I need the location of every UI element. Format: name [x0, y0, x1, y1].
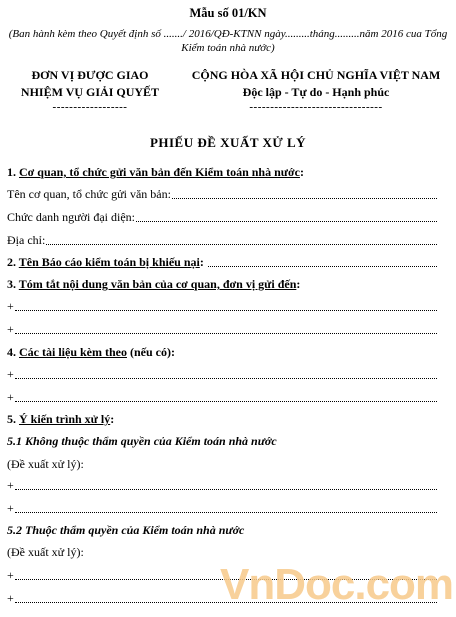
issuing-unit	[6, 67, 174, 113]
national-header	[178, 67, 454, 113]
section-1-title: Cơ quan, tổ chức gửi văn bản đến Kiểm toán nhà nước	[19, 165, 300, 179]
subsection-5-1-label: (Đề xuất xử lý):	[7, 457, 84, 471]
sub1-item-1[interactable]	[7, 477, 437, 493]
summary-item-2-line[interactable]	[15, 332, 437, 334]
unit-divider: ------------------	[52, 101, 128, 113]
sub1-item-2-line[interactable]	[15, 511, 437, 513]
section-2-number: 2.	[7, 255, 19, 269]
sender-name-field[interactable]	[7, 186, 437, 202]
unit-line-1: ĐƠN VỊ ĐƯỢC GIAO	[31, 68, 149, 82]
section-1-heading	[7, 165, 304, 180]
vndoc-watermark: VnDoc.com	[220, 560, 454, 609]
address-line[interactable]	[46, 243, 437, 245]
motto-divider: --------------------------------	[249, 101, 383, 113]
attachment-item-2[interactable]	[7, 389, 437, 405]
section-2-colon: :	[199, 255, 204, 269]
section-4-note: (nếu có):	[126, 345, 175, 359]
summary-item-1-line[interactable]	[15, 309, 437, 311]
section-5-title: Ý kiến trình xử lý	[19, 412, 111, 426]
section-2-title: Tên Báo cáo kiểm toán bị khiếu nại	[18, 255, 200, 269]
section-4-heading	[7, 345, 175, 360]
attachment-item-1[interactable]	[7, 366, 437, 382]
representative-label: Chức danh người đại diện:	[7, 210, 135, 224]
representative-field[interactable]	[7, 209, 437, 225]
attachment-item-1-line[interactable]	[15, 377, 437, 379]
representative-line[interactable]	[136, 220, 437, 222]
subsection-5-1-title: 5.1 Không thuộc thẩm quyền của Kiểm toán nhà nước	[7, 434, 277, 448]
section-1-colon: :	[299, 165, 304, 179]
subsection-5-2-title: 5.2 Thuộc thẩm quyền của Kiểm toán nhà nước	[7, 523, 245, 537]
section-4-number: 4.	[7, 345, 19, 359]
document-title: PHIẾU ĐỀ XUẤT XỬ LÝ	[149, 135, 307, 150]
motto: Độc lập - Tự do - Hạnh phúc	[242, 85, 390, 99]
attachment-item-1-bullet: +	[7, 367, 14, 381]
sub2-item-2-bullet: +	[7, 591, 14, 605]
audit-report-line[interactable]	[208, 265, 437, 267]
sub1-item-1-line[interactable]	[15, 488, 437, 490]
section-5-colon: :	[110, 412, 115, 426]
unit-line-2: NHIỆM VỤ GIẢI QUYẾT	[20, 85, 160, 99]
section-1-number: 1.	[7, 165, 19, 179]
section-5-number: 5.	[7, 412, 19, 426]
section-2-heading[interactable]	[7, 254, 437, 270]
section-3-title: Tóm tắt nội dung văn bản của cơ quan, đơn vị gửi đến	[18, 277, 297, 291]
sub2-item-1-bullet: +	[7, 568, 14, 582]
section-5-heading	[7, 412, 114, 427]
summary-item-2[interactable]	[7, 321, 437, 337]
country-name: CỘNG HÒA XÃ HỘI CHỦ NGHĨA VIỆT NAM	[191, 68, 441, 82]
sub1-item-1-bullet: +	[7, 478, 14, 492]
sender-name-label: Tên cơ quan, tổ chức gửi văn bản:	[7, 187, 171, 201]
section-3-heading	[7, 277, 300, 292]
section-3-colon: :	[296, 277, 301, 291]
form-number: Mẫu số 01/KN	[189, 6, 267, 20]
summary-item-2-bullet: +	[7, 322, 14, 336]
summary-item-1-bullet: +	[7, 299, 14, 313]
section-2-label	[7, 255, 204, 270]
address-field[interactable]	[7, 232, 437, 248]
address-label: Địa chỉ:	[7, 233, 46, 247]
sender-name-line[interactable]	[172, 197, 437, 199]
attachment-item-2-bullet: +	[7, 390, 14, 404]
issued-note: (Ban hành kèm theo Quyết định số ......./ 2016/QĐ-KTNN ngày.........tháng.........năm 2016 cua Tổng Kiểm toán nhà nước)	[8, 28, 448, 54]
sub1-item-2-bullet: +	[7, 501, 14, 515]
attachment-item-2-line[interactable]	[15, 400, 437, 402]
sub1-item-2[interactable]	[7, 500, 437, 516]
section-4-title: Các tài liệu kèm theo	[19, 345, 127, 359]
subsection-5-2-label: (Đề xuất xử lý):	[7, 545, 84, 559]
summary-item-1[interactable]	[7, 298, 437, 314]
section-3-number: 3.	[7, 277, 19, 291]
